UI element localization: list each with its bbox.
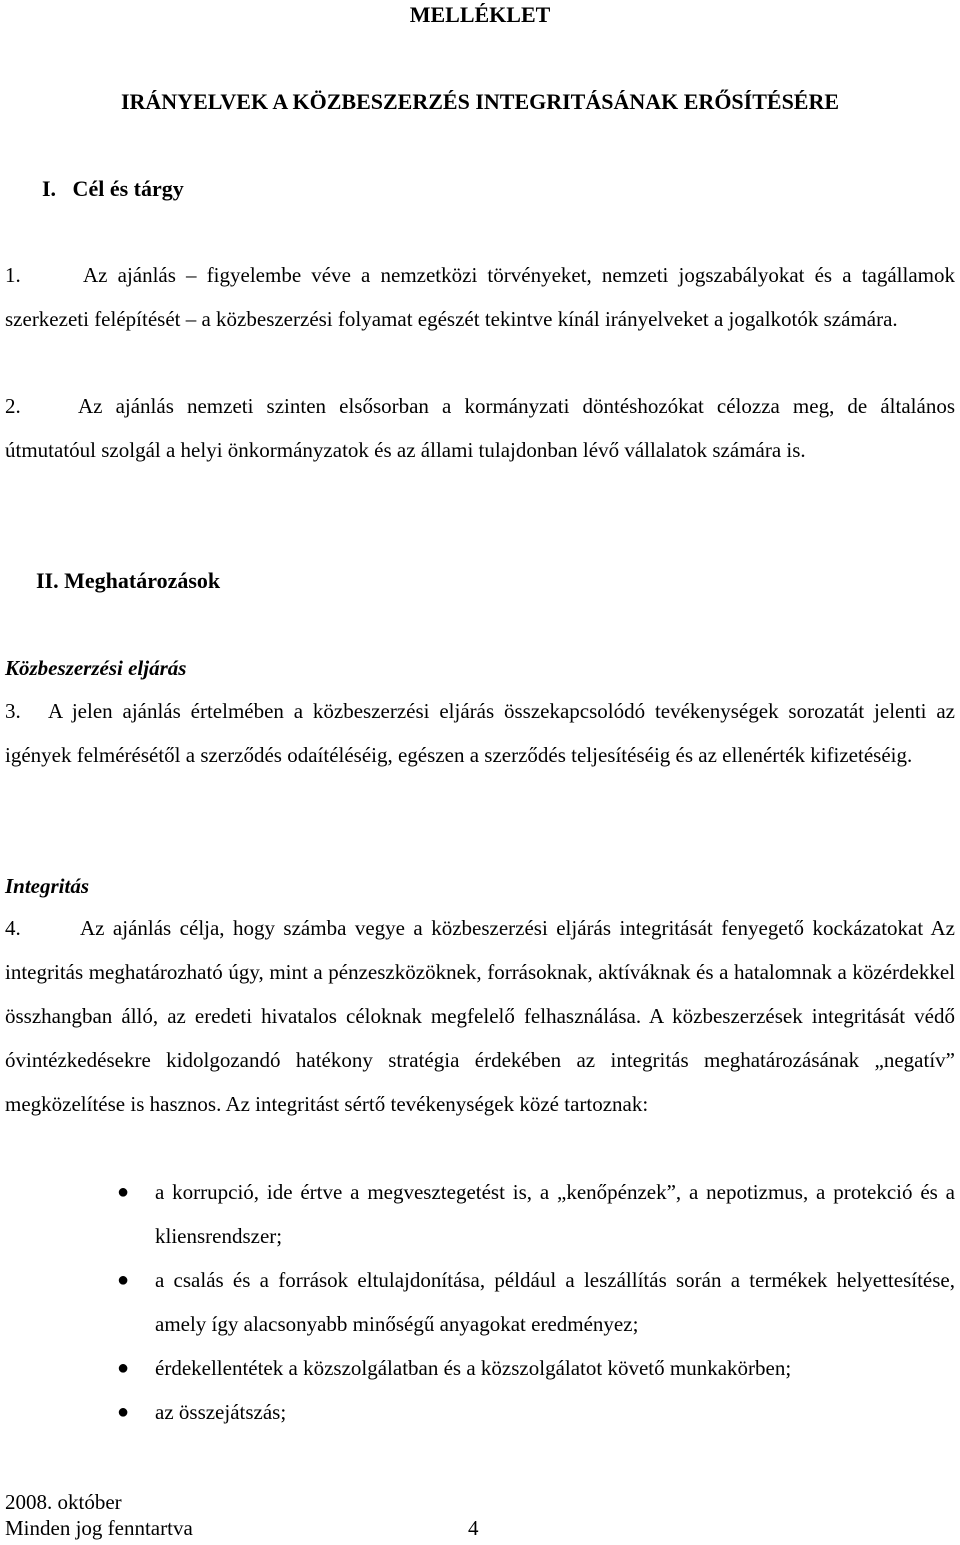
bullet-icon: ● <box>117 1269 130 1291</box>
document-title: IRÁNYELVEK A KÖZBESZERZÉS INTEGRITÁSÁNAK ERŐSÍTÉSÉRE <box>120 89 840 114</box>
paragraph-text: Az ajánlás nemzeti szinten elsősorban a kormányzati döntéshozókat célozza meg, de általános útmutatóul szolgál a helyi önkormányzatok és az állami tulajdonban lévő vállalatok számára is. <box>5 394 955 462</box>
section-heading-2: II. Meghatározások <box>36 568 221 593</box>
section-heading-1: I. Cél és tárgy <box>42 176 184 201</box>
list-item-text: a csalás és a források eltulajdonítása, például a leszállítás során a termékek helyettesítése, amely így alacsonyabb minőségű anyagokat eredményez; <box>155 1268 955 1336</box>
paragraph-1 <box>5 253 955 341</box>
paragraph-number: 4. <box>5 916 21 940</box>
list-item-text: az összejátszás; <box>155 1400 287 1424</box>
paragraph-3 <box>5 689 955 777</box>
paragraph-text: Az ajánlás célja, hogy számba vegye a közbeszerzési eljárás integritását fenyegető kockázatokat Az integritás meghatározható úgy, mint a pénzeszközöknek, forrásoknak, aktíváknak és a hatalomnak a közérdekkel összhangban álló, az eredeti hivatalos céloknak megfelelő felhasználása. A közbeszerzések integritását védő óvintézkedésekre kidolgozandó hatékony stratégia érdekében az integritás meghatározásának „negatív” megközelítése is hasznos. Az integritást sértő tevékenységek közé tartoznak: <box>5 916 955 1116</box>
footer-date: 2008. október <box>5 1490 122 1514</box>
list-item <box>105 1390 955 1434</box>
subheading-procurement-procedure: Közbeszerzési eljárás <box>5 656 187 680</box>
subheading-integrity: Integritás <box>5 874 90 898</box>
paragraph-4 <box>5 906 955 1126</box>
paragraph-number: 3. <box>5 699 21 723</box>
paragraph-text: A jelen ajánlás értelmében a közbeszerzési eljárás összekapcsolódó tevékenységek sorozatát jelenti az igények felmérésétől a szerződés odaítéléséig, egészen a szerződés teljesítéséig és az ellenérték kifizetéséig. <box>5 699 955 767</box>
bullet-icon: ● <box>117 1357 130 1379</box>
list-item <box>105 1346 955 1390</box>
bullet-icon: ● <box>117 1181 130 1203</box>
list-item-text: érdekellentétek a közszolgálatban és a közszolgálatot követő munkakörben; <box>155 1356 792 1380</box>
annex-title: MELLÉKLET <box>409 2 551 27</box>
bullet-icon: ● <box>117 1401 130 1423</box>
paragraph-number: 1. <box>5 263 21 287</box>
list-item-text: a korrupció, ide értve a megvesztegetést is, a „kenőpénzek”, a nepotizmus, a protekció és a kliensrendszer; <box>155 1180 955 1248</box>
list-item <box>105 1170 955 1258</box>
page-number: 4 <box>468 1516 479 1540</box>
list-item <box>105 1258 955 1346</box>
paragraph-number: 2. <box>5 394 21 418</box>
paragraph-text: Az ajánlás – figyelembe véve a nemzetközi törvényeket, nemzeti jogszabályokat és a tagállamok szerkezeti felépítését – a közbeszerzési folyamat egészét tekintve kínál irányelveket a jogalkotók számára. <box>5 263 955 331</box>
paragraph-2 <box>5 384 955 472</box>
integrity-violations-list <box>105 1170 955 1434</box>
footer-rights: Minden jog fenntartva <box>5 1516 193 1540</box>
